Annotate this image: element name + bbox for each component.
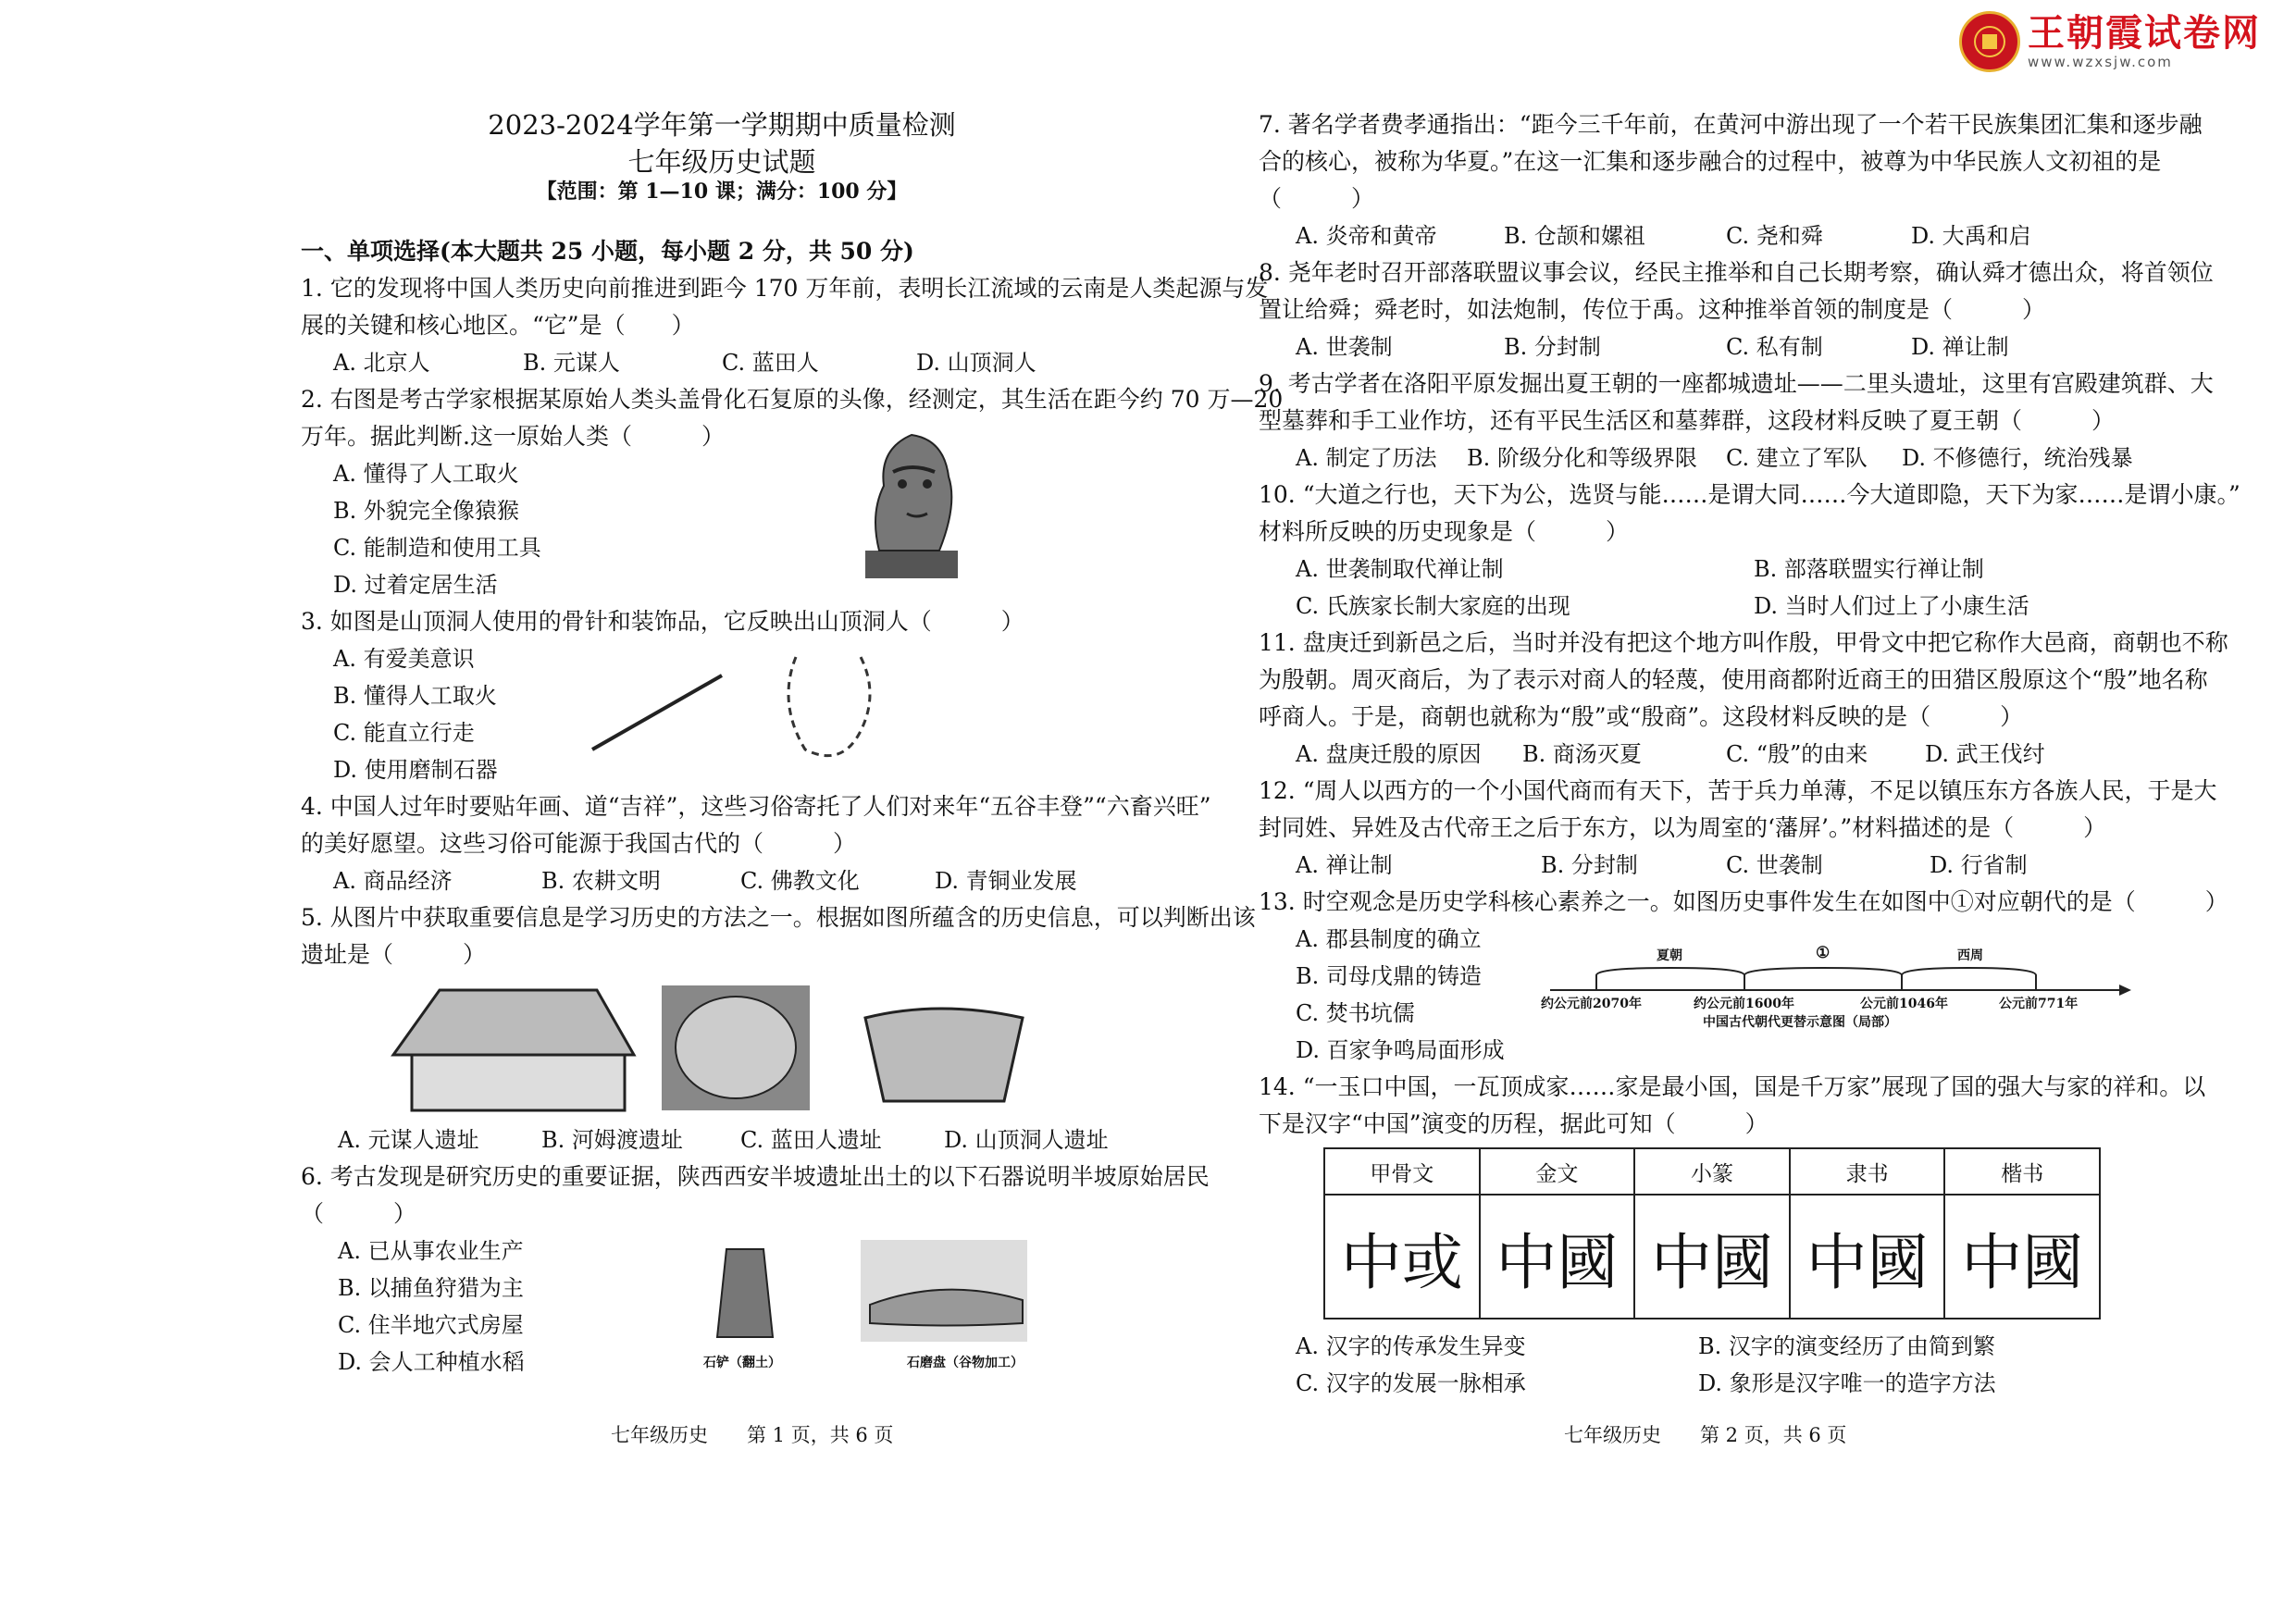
q3-option[interactable]: B. 懂得人工取火 xyxy=(333,683,497,709)
q8-option[interactable]: D. 禅让制 xyxy=(1911,334,2009,360)
q5-option[interactable]: A. 元谋人遗址 xyxy=(338,1127,479,1153)
q7-stem: 7. 著名学者费孝通指出：“距今三千年前，在黄河中游出现了一个若干民族集团汇集和逐步融 xyxy=(1259,111,2203,138)
q11-stem-3: 呼商人。于是，商朝也就称为“殷”或“殷商”。这段材料反映的是（ ） xyxy=(1259,703,2024,730)
q10-option[interactable]: D. 当时人们过上了小康生活 xyxy=(1754,593,2029,619)
q4-option[interactable]: D. 青铜业发展 xyxy=(935,868,1077,894)
q12-stem: 12. “周人以西方的一个小国代商而有天下，苦于兵力单薄，不足以镇压东方各族人民，于是大 xyxy=(1259,777,2217,804)
grinding-slab-caption: 石磨盘（谷物加工） xyxy=(907,1356,1024,1370)
section-heading: 一、单项选择(本大题共 25 小题，每小题 2 分，共 50 分) xyxy=(301,238,914,265)
q7-stem-2: 合的核心，被称为华夏。”在这一汇集和逐步融合的过程中，被尊为中华民族人文初祖的是 xyxy=(1259,148,2162,175)
q6-stem-2: （ ） xyxy=(301,1200,417,1227)
q6-option[interactable]: B. 以捕鱼狩猎为主 xyxy=(338,1275,524,1301)
q12-option[interactable]: B. 分封制 xyxy=(1541,852,1638,878)
q14-option[interactable]: A. 汉字的传承发生异变 xyxy=(1296,1333,1526,1359)
q14-option[interactable]: B. 汉字的演变经历了由简到繁 xyxy=(1698,1333,1995,1359)
q11-stem-2: 为殷朝。周灭商后，为了表示对商人的轻蔑，使用商都附近商王的田猎区殷原这个“殷”地名称 xyxy=(1259,666,2208,693)
q5-option[interactable]: B. 河姆渡遗址 xyxy=(541,1127,683,1153)
q11-stem: 11. 盘庚迁到新邑之后，当时并没有把这个地方叫作殷，甲骨文中把它称作大邑商，商朝也不称 xyxy=(1259,629,2228,656)
q12-option[interactable]: A. 禅让制 xyxy=(1296,852,1393,878)
glyph-clerical: 中國 xyxy=(1790,1195,1945,1319)
q13-option[interactable]: B. 司母戊鼎的铸造 xyxy=(1296,963,1482,989)
q4-option[interactable]: C. 佛教文化 xyxy=(740,868,860,894)
q7-option[interactable]: B. 仓颉和嫘祖 xyxy=(1504,223,1645,249)
glyph-regular: 中國 xyxy=(1944,1195,2100,1319)
q2-option[interactable]: B. 外貌完全像猿猴 xyxy=(333,498,519,524)
q13-option[interactable]: C. 焚书坑儒 xyxy=(1296,1000,1415,1026)
q6-option[interactable]: D. 会人工种植水稻 xyxy=(338,1349,525,1375)
site-logo xyxy=(1959,11,2261,72)
site-images xyxy=(384,981,1106,1119)
q10-option[interactable]: A. 世袭制取代禅让制 xyxy=(1296,556,1504,582)
timeline-label-xizhou: 西周 xyxy=(1957,948,1983,963)
q10-option[interactable]: B. 部落联盟实行禅让制 xyxy=(1754,556,1984,582)
q7-option[interactable]: A. 炎帝和黄帝 xyxy=(1296,223,1437,249)
timeline-date: 公元前1046年 xyxy=(1860,997,1948,1011)
q10-stem-2: 材料所反映的历史现象是（ ） xyxy=(1259,518,1630,545)
timeline-date: 约公元前2070年 xyxy=(1541,997,1642,1011)
q8-option[interactable]: A. 世袭制 xyxy=(1296,334,1393,360)
glyph-oracle: 中或 xyxy=(1324,1195,1480,1319)
q3-stem: 3. 如图是山顶洞人使用的骨针和装饰品，它反映出山顶洞人（ ） xyxy=(301,608,1024,635)
logo-url: www.wzxsjw.com xyxy=(2028,54,2173,70)
glyph-seal: 中國 xyxy=(1634,1195,1790,1319)
timeline-label-1: ① xyxy=(1816,944,1831,962)
q2-option[interactable]: A. 懂得了人工取火 xyxy=(333,461,519,487)
seal-icon xyxy=(1959,11,2020,72)
q14-option[interactable]: C. 汉字的发展一脉相承 xyxy=(1296,1370,1526,1396)
page-footer: 七年级历史 第 2 页，共 6 页 xyxy=(1564,1424,1847,1446)
q10-option[interactable]: C. 氏族家长制大家庭的出现 xyxy=(1296,593,1570,619)
skull-bust-image xyxy=(842,421,981,587)
timeline-label-xia: 夏朝 xyxy=(1657,948,1682,963)
q6-option[interactable]: A. 已从事农业生产 xyxy=(338,1238,524,1264)
glyph-bronze: 中國 xyxy=(1480,1195,1635,1319)
q7-option[interactable]: C. 尧和舜 xyxy=(1726,223,1823,249)
q6-stem: 6. 考古发现是研究历史的重要证据，陕西西安半坡遗址出土的以下石器说明半坡原始居民 xyxy=(301,1163,1210,1190)
table-header: 甲骨文 xyxy=(1324,1148,1480,1195)
q8-stem-2: 置让给舜；舜老时，如法炮制，传位于禹。这种推举首领的制度是（ ） xyxy=(1259,296,2046,323)
q11-option[interactable]: D. 武王伐纣 xyxy=(1925,741,2045,767)
q6-option[interactable]: C. 住半地穴式房屋 xyxy=(338,1312,524,1338)
q12-stem-2: 封同姓、异姓及古代帝王之后于东方，以为周室的‘藩屏’。”材料描述的是（ ） xyxy=(1259,814,2107,841)
q4-stem: 4. 中国人过年时要贴年画、道“吉祥”，这些习俗寄托了人们对来年“五谷丰登”“六畜兴旺” xyxy=(301,793,1211,820)
q10-stem: 10. “大道之行也，天下为公，选贤与能……是谓大同……今大道即隐，天下为家……是谓小康。” xyxy=(1259,481,2240,508)
q2-option[interactable]: C. 能制造和使用工具 xyxy=(333,535,541,561)
q2-stem-2: 万年。据此判断.这一原始人类（ ） xyxy=(301,423,725,450)
q2-stem: 2. 右图是考古学家根据某原始人类头盖骨化石复原的头像，经测定，其生活在距今约 70 万—20 xyxy=(301,386,1284,413)
timeline-date: 公元前771年 xyxy=(1999,997,2079,1011)
character-evolution-table xyxy=(1323,1147,2101,1319)
q4-stem-2: 的美好愿望。这些习俗可能源于我国古代的（ ） xyxy=(301,830,857,857)
q9-option[interactable]: C. 建立了军队 xyxy=(1726,445,1868,471)
q8-stem: 8. 尧年老时召开部落联盟议事会议，经民主推举和自己长期考察，确认舜才德出众，将首领位 xyxy=(1259,259,2214,286)
q13-stem: 13. 时空观念是历史学科核心素养之一。如图历史事件发生在如图中①对应朝代的是（ ） xyxy=(1259,888,2228,915)
q9-option[interactable]: A. 制定了历法 xyxy=(1296,445,1437,471)
q5-stem: 5. 从图片中获取重要信息是学习历史的方法之一。根据如图所蕴含的历史信息，可以判断出该 xyxy=(301,904,1256,931)
q4-option[interactable]: A. 商品经济 xyxy=(333,868,453,894)
q3-option[interactable]: C. 能直立行走 xyxy=(333,720,475,746)
q12-option[interactable]: D. 行省制 xyxy=(1930,852,2028,878)
exam-subtitle: 七年级历史试题 xyxy=(627,146,816,178)
q9-option[interactable]: D. 不修德行，统治残暴 xyxy=(1902,445,2133,471)
q13-option[interactable]: A. 郡县制度的确立 xyxy=(1296,926,1482,952)
q5-option[interactable]: D. 山顶洞人遗址 xyxy=(944,1127,1109,1153)
q1-option[interactable]: A. 北京人 xyxy=(333,350,430,376)
q1-option[interactable]: D. 山顶洞人 xyxy=(916,350,1036,376)
q14-stem: 14. “一玉口中国，一瓦顶成家……家是最小国，国是千万家”展现了国的强大与家的祥和。以 xyxy=(1259,1073,2206,1100)
exam-range: 【范围：第 1—10 课；满分：100 分】 xyxy=(536,180,908,204)
q13-option[interactable]: D. 百家争鸣局面形成 xyxy=(1296,1037,1505,1063)
q5-option[interactable]: C. 蓝田人遗址 xyxy=(740,1127,882,1153)
q12-option[interactable]: C. 世袭制 xyxy=(1726,852,1823,878)
q9-stem: 9. 考古学者在洛阳平原发掘出夏王朝的一座都城遗址——二里头遗址，这里有宫殿建筑群、大 xyxy=(1259,370,2214,397)
q11-option[interactable]: A. 盘庚迁殷的原因 xyxy=(1296,741,1482,767)
table-header: 小篆 xyxy=(1634,1148,1790,1195)
stone-tools-image xyxy=(703,1240,1055,1350)
bone-needle-necklace-image xyxy=(583,648,898,781)
q9-stem-2: 型墓葬和手工业作坊，还有平民生活区和墓葬群，这段材料反映了夏王朝（ ） xyxy=(1259,407,2116,434)
q7-stem-3: （ ） xyxy=(1259,185,1375,212)
stone-shovel-caption: 石铲（翻土） xyxy=(703,1356,781,1370)
q1-option[interactable]: C. 蓝田人 xyxy=(722,350,819,376)
q3-option[interactable]: D. 使用磨制石器 xyxy=(333,757,498,783)
q4-option[interactable]: B. 农耕文明 xyxy=(541,868,661,894)
q5-stem-2: 遗址是（ ） xyxy=(301,941,487,968)
q14-option[interactable]: D. 象形是汉字唯一的造字方法 xyxy=(1698,1370,1996,1396)
q2-option[interactable]: D. 过着定居生活 xyxy=(333,572,498,598)
table-header: 楷书 xyxy=(1944,1148,2100,1195)
q11-option[interactable]: C. “殷”的由来 xyxy=(1726,741,1868,767)
table-header: 金文 xyxy=(1480,1148,1635,1195)
q7-option[interactable]: D. 大禹和启 xyxy=(1911,223,2031,249)
logo-title: 王朝霞试卷网 xyxy=(2028,12,2261,55)
page-footer: 七年级历史 第 1 页，共 6 页 xyxy=(611,1424,894,1446)
q8-option[interactable]: B. 分封制 xyxy=(1504,334,1601,360)
q1-stem: 1. 它的发现将中国人类历史向前推进到距今 170 万年前，表明长江流域的云南是人类起源与发 xyxy=(301,275,1269,302)
q8-option[interactable]: C. 私有制 xyxy=(1726,334,1823,360)
timeline-caption: 中国古代朝代更替示意图（局部） xyxy=(1703,1015,1897,1030)
table-header: 隶书 xyxy=(1790,1148,1945,1195)
q9-option[interactable]: B. 阶级分化和等级界限 xyxy=(1467,445,1697,471)
q1-stem-2: 展的关键和核心地区。“它”是（ ） xyxy=(301,312,695,339)
exam-title: 2023-2024学年第一学期期中质量检测 xyxy=(488,109,956,141)
q11-option[interactable]: B. 商汤灭夏 xyxy=(1522,741,1642,767)
q14-stem-2: 下是汉字“中国”演变的历程，据此可知（ ） xyxy=(1259,1110,1769,1137)
timeline-date: 约公元前1600年 xyxy=(1694,997,1794,1011)
q3-option[interactable]: A. 有爱美意识 xyxy=(333,646,475,672)
q1-option[interactable]: B. 元谋人 xyxy=(523,350,620,376)
